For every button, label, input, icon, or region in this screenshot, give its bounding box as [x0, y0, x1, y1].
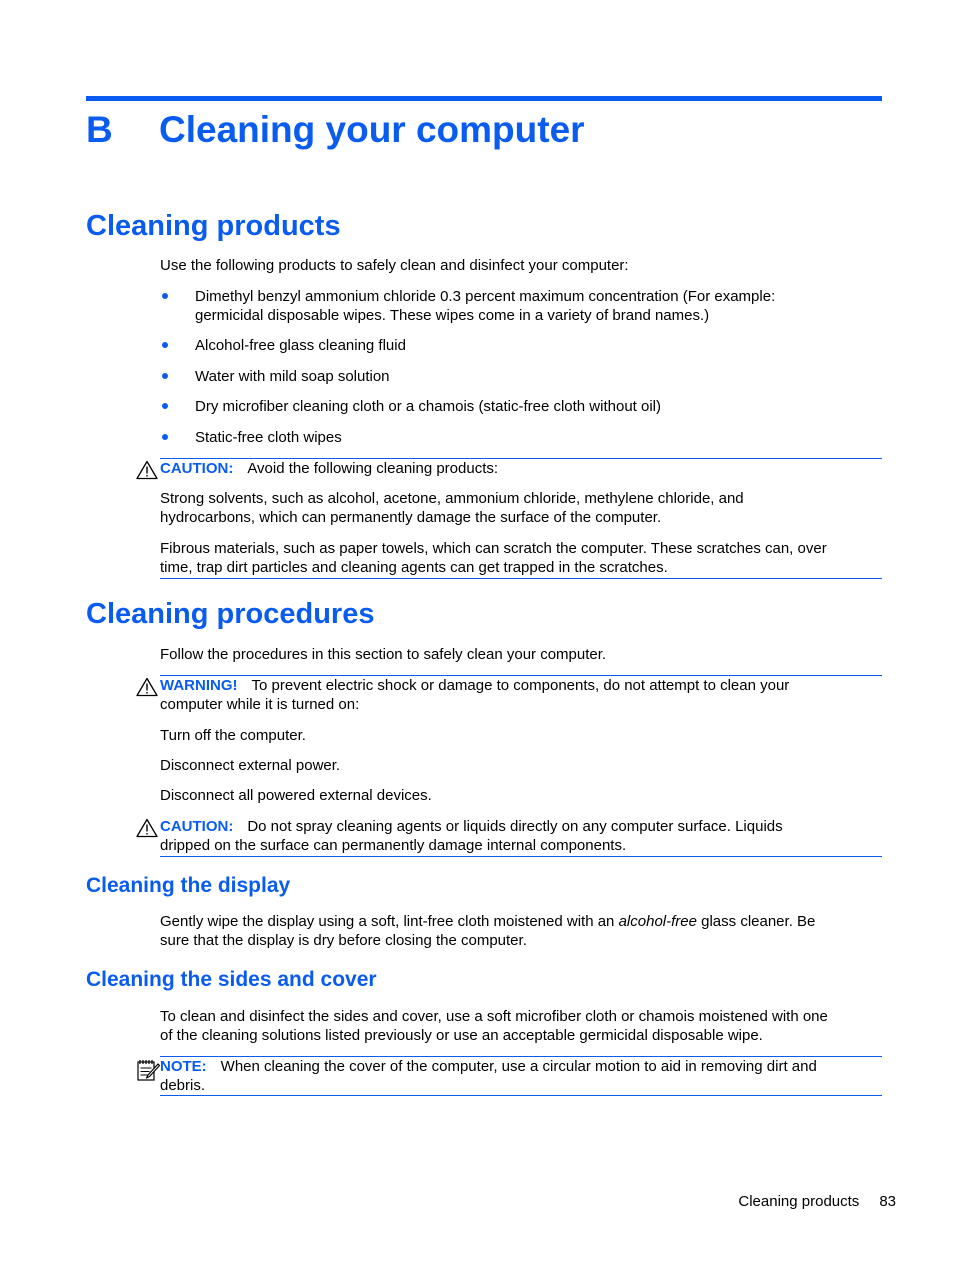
page-number: 83 [879, 1193, 896, 1210]
list-item-line: Water with mild soap solution [195, 368, 390, 385]
note-label: NOTE: [160, 1058, 207, 1075]
display-text: glass cleaner. Be [696, 913, 816, 930]
products-intro: Use the following products to safely clean and disinfect your computer: [160, 257, 629, 274]
note-notice [160, 1057, 882, 1095]
list-item [160, 397, 882, 416]
caution-line: time, trap dirt particles and cleaning agents can get trapped in the scratches. [160, 559, 668, 576]
bullet-dot [162, 342, 168, 348]
warning-label: WARNING! [160, 677, 238, 694]
page-footer [738, 1192, 896, 1211]
chapter-title [86, 106, 585, 154]
display-paragraph [160, 912, 882, 950]
notice-bottom-rule [160, 856, 882, 857]
chapter-rule [86, 96, 882, 101]
list-item-line: Dry microfiber cleaning cloth or a chamois (static-free cloth without oil) [195, 398, 662, 415]
sides-text: of the cleaning solutions listed previously or use an acceptable germicidal disposable wipe. [160, 1027, 763, 1044]
chapter-title-text: Cleaning your computer [159, 109, 585, 150]
warning-step: Turn off the computer. [160, 727, 306, 744]
caution-paragraph [160, 539, 882, 577]
list-item [160, 367, 882, 386]
note-pad-icon [136, 1058, 160, 1082]
heading-cleaning-sides: Cleaning the sides and cover [86, 968, 377, 991]
caution-text: Avoid the following cleaning products: [247, 460, 499, 477]
chapter-letter: B [86, 109, 113, 150]
sides-text: To clean and disinfect the sides and cover, use a soft microfiber cloth or chamois moistened with one [160, 1008, 828, 1025]
caution-label: CAUTION: [160, 460, 234, 477]
heading-cleaning-products: Cleaning products [86, 210, 341, 242]
caution-label: CAUTION: [160, 818, 234, 835]
list-item [160, 287, 882, 325]
notice-bottom-rule [160, 578, 882, 579]
caution-line: dripped on the surface can permanently damage internal components. [160, 837, 627, 854]
bullet-dot [162, 434, 168, 440]
warning-notice [160, 676, 882, 714]
notice-bottom-rule [160, 1095, 882, 1096]
caution-paragraph [160, 489, 882, 527]
list-item-line: Dimethyl benzyl ammonium chloride 0.3 percent maximum concentration (For example: [195, 288, 776, 305]
heading-cleaning-procedures: Cleaning procedures [86, 598, 375, 630]
list-item-line: germicidal disposable wipes. These wipes come in a variety of brand names.) [195, 307, 710, 324]
warning-line: computer while it is turned on: [160, 696, 360, 713]
list-item-line: Static-free cloth wipes [195, 429, 342, 446]
note-line: debris. [160, 1077, 206, 1094]
caution-line: Fibrous materials, such as paper towels, which can scratch the computer. These scratches can, over [160, 540, 827, 557]
list-item-line: Alcohol-free glass cleaning fluid [195, 337, 406, 354]
note-line: When cleaning the cover of the computer, use a circular motion to aid in removing dirt and [220, 1058, 817, 1075]
list-item [160, 428, 882, 447]
caution-line: Strong solvents, such as alcohol, acetone, ammonium chloride, methylene chloride, and [160, 490, 744, 507]
bullet-dot [162, 373, 168, 379]
display-emphasis: alcohol-free [618, 913, 697, 930]
caution-notice [160, 817, 882, 855]
warning-triangle-icon [136, 818, 158, 838]
display-text: sure that the display is dry before closing the computer. [160, 932, 527, 949]
heading-cleaning-display: Cleaning the display [86, 874, 291, 897]
sides-paragraph [160, 1007, 882, 1045]
warning-step: Disconnect external power. [160, 757, 341, 774]
caution-notice [160, 459, 882, 478]
bullet-dot [162, 403, 168, 409]
footer-section: Cleaning products [738, 1193, 860, 1210]
caution-line: hydrocarbons, which can permanently damage the surface of the computer. [160, 509, 662, 526]
display-text: Gently wipe the display using a soft, lint-free cloth moistened with an [160, 913, 619, 930]
warning-triangle-icon [136, 460, 158, 480]
warning-step: Disconnect all powered external devices. [160, 787, 432, 804]
bullet-dot [162, 293, 168, 299]
warning-triangle-icon [136, 677, 158, 697]
procedures-intro: Follow the procedures in this section to safely clean your computer. [160, 646, 607, 663]
warning-line: To prevent electric shock or damage to components, do not attempt to clean your [251, 677, 790, 694]
list-item [160, 336, 882, 355]
caution-line: Do not spray cleaning agents or liquids directly on any computer surface. Liquids [247, 818, 783, 835]
